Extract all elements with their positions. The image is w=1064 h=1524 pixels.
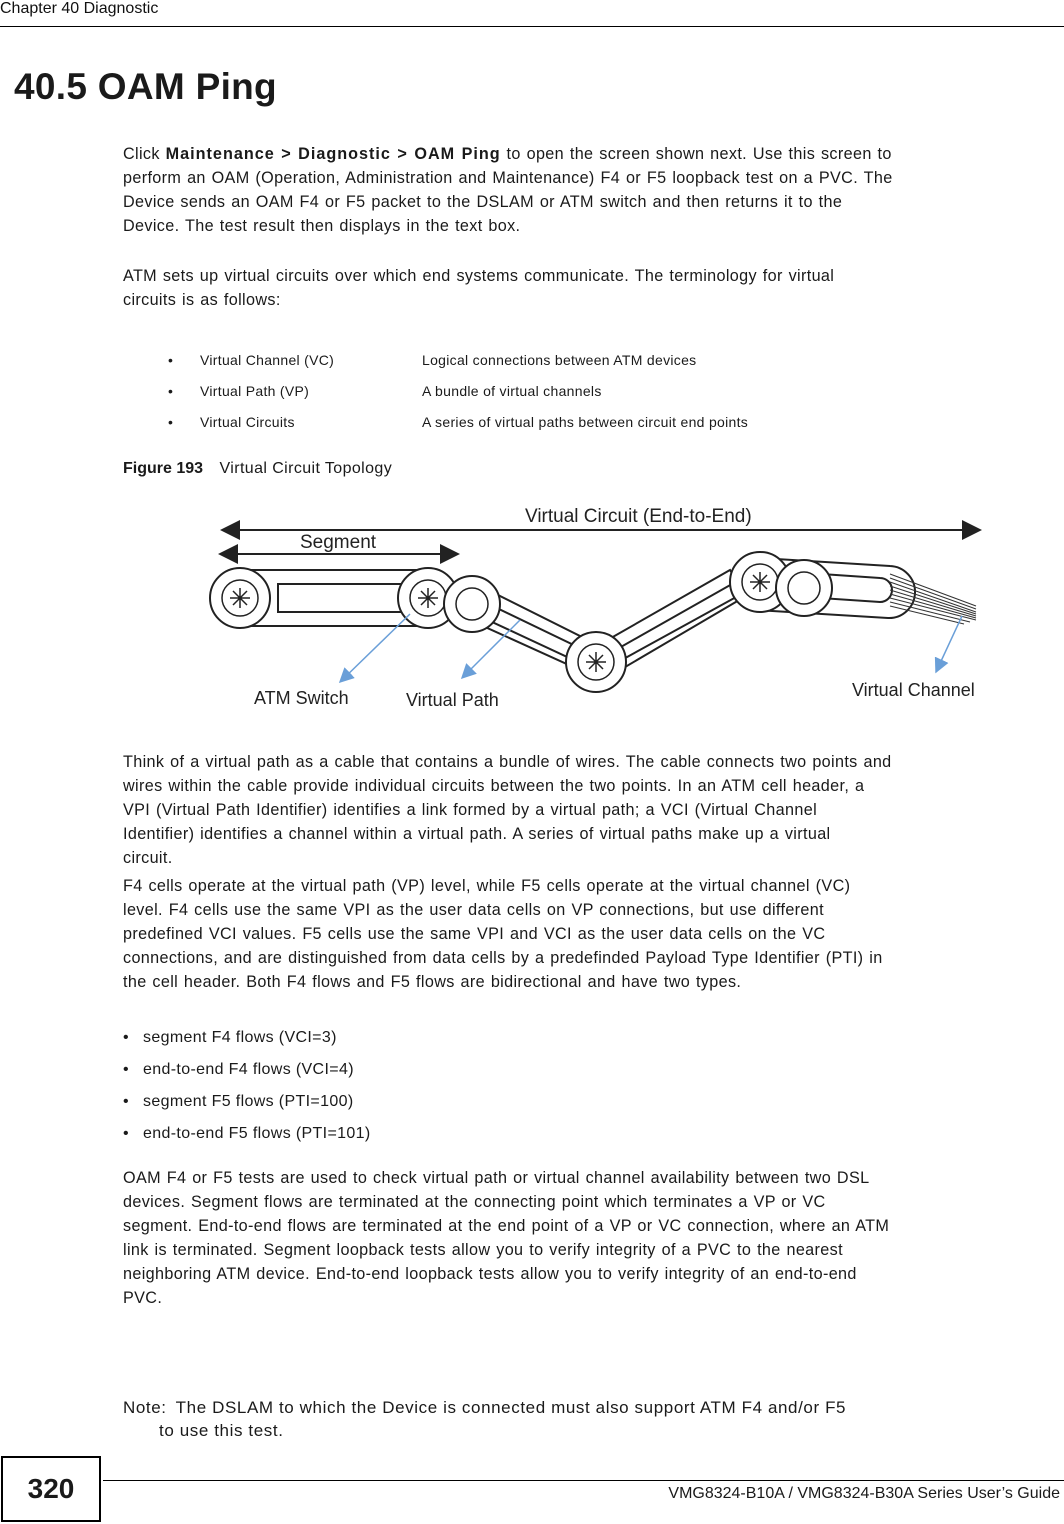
term-row — [168, 406, 748, 437]
virtual-path-paragraph — [123, 750, 1058, 870]
note-label: Note: — [123, 1398, 167, 1417]
paragraph-line: devices. Segment flows are terminated at the connecting point which terminates a VP or VC — [123, 1193, 826, 1211]
list-item — [123, 1054, 371, 1086]
list-item-text: segment F4 flows (VCI=3) — [143, 1029, 337, 1046]
term-description: A bundle of virtual channels — [422, 382, 602, 399]
intro-prefix: Click — [123, 145, 166, 163]
paragraph-line: predefined VCI values. F5 cells use the same VPI and VCI as the user data cells on the VC — [123, 925, 826, 943]
list-item — [123, 1086, 371, 1118]
atm-switch-3 — [444, 576, 500, 632]
virtual-circuit-topology-diagram — [200, 492, 1000, 720]
bullet: • — [123, 1093, 129, 1110]
atm-switch-4 — [566, 632, 626, 692]
paragraph-line: circuit. — [123, 849, 173, 867]
intro-line: Device. The test result then displays in the text box. — [123, 217, 521, 235]
atm-line: circuits is as follows: — [123, 291, 281, 309]
paragraph-line: PVC. — [123, 1289, 163, 1307]
note-text-continued: to use this test. — [159, 1421, 284, 1440]
intro-line: perform an OAM (Operation, Administration and Maintenance) F4 or F5 loopback test on a PVC. The — [123, 169, 893, 187]
page-number: 320 — [1, 1456, 101, 1522]
atm-line: ATM sets up virtual circuits over which end systems communicate. The terminology for virtual — [123, 267, 835, 285]
paragraph-line: F4 cells operate at the virtual path (VP) level, while F5 cells operate at the virtual channel (VC) — [123, 877, 851, 895]
atm-paragraph — [123, 264, 1058, 312]
paragraph-line: VPI (Virtual Path Identifier) identifies a link formed by a virtual path; a VCI (Virtual Channel — [123, 801, 818, 819]
figure-title: Virtual Circuit Topology — [219, 460, 393, 477]
term-description: Logical connections between ATM devices — [422, 351, 697, 368]
term-name: Virtual Path (VP) — [200, 382, 310, 399]
list-item-text: segment F5 flows (PTI=100) — [143, 1093, 354, 1110]
virtual-channel-label: Virtual Channel — [852, 680, 975, 700]
term-description: A series of virtual paths between circuit end points — [422, 413, 749, 430]
virtual-path-label: Virtual Path — [406, 690, 499, 710]
bullet: • — [168, 413, 173, 430]
footer-rule — [103, 1480, 1064, 1481]
list-item — [123, 1022, 371, 1054]
note-text: The DSLAM to which the Device is connected must also support ATM F4 and/or F5 — [175, 1398, 847, 1417]
bullet: • — [123, 1061, 129, 1078]
header-rule — [0, 26, 1064, 27]
list-item — [123, 1118, 371, 1150]
menu-path: Maintenance > Diagnostic > OAM Ping — [165, 145, 501, 163]
guide-title: VMG8324-B10A / VMG8324-B30A Series User’s Guide — [668, 1485, 1060, 1502]
paragraph-line: OAM F4 or F5 tests are used to check virtual path or virtual channel availability between two DSL — [123, 1169, 870, 1187]
intro-paragraph — [123, 142, 1058, 238]
term-name: Virtual Channel (VC) — [200, 351, 335, 368]
paragraph-line: neighboring ATM device. End-to-end loopback tests allow you to verify integrity of an end-to-end — [123, 1265, 857, 1283]
section-title: 40.5 OAM Ping — [14, 66, 277, 107]
paragraph-line: connections, and are distinguished from data cells by a predefinded Payload Type Identifier (PTI) in — [123, 949, 883, 967]
intro-rest: to open the screen shown next. Use this screen to — [500, 145, 892, 163]
atm-switch-6 — [776, 560, 832, 616]
terminology-table — [168, 344, 748, 437]
note — [123, 1396, 1058, 1442]
list-item-text: end-to-end F5 flows (PTI=101) — [143, 1125, 371, 1142]
term-row — [168, 344, 748, 375]
figure-caption — [123, 460, 392, 478]
paragraph-line: Think of a virtual path as a cable that contains a bundle of wires. The cable connects two points and — [123, 753, 892, 771]
intro-line: Device sends an OAM F4 or F5 packet to the DSLAM or ATM switch and then returns it to the — [123, 193, 843, 211]
term-name: Virtual Circuits — [200, 413, 295, 430]
f4-f5-paragraph — [123, 874, 1058, 994]
paragraph-line: Identifier) identifies a channel within a virtual path. A series of virtual paths make up a virtual — [123, 825, 831, 843]
virtual-channel-pointer — [936, 616, 962, 672]
bullet: • — [168, 382, 173, 399]
bullet: • — [123, 1125, 129, 1142]
atm-switch-label: ATM Switch — [254, 688, 349, 708]
figure-number: Figure 193 — [123, 460, 204, 477]
flow-types-list — [123, 1022, 371, 1150]
atm-switch-1 — [210, 568, 270, 628]
list-item-text: end-to-end F4 flows (VCI=4) — [143, 1061, 354, 1078]
virtual-circuit-label: Virtual Circuit (End-to-End) — [525, 506, 752, 527]
paragraph-line: link is terminated. Segment loopback tests allow you to verify integrity of a PVC to the nearest — [123, 1241, 843, 1259]
chapter-header: Chapter 40 Diagnostic — [0, 0, 159, 17]
segment-label: Segment — [300, 532, 377, 553]
paragraph-line: wires within the cable provide individual circuits between the two points. In an ATM cell header, a — [123, 777, 865, 795]
paragraph-line: segment. End-to-end flows are terminated at the end point of a VP or VC connection, where an ATM — [123, 1217, 890, 1235]
paragraph-line: the cell header. Both F4 flows and F5 flows are bidirectional and have two types. — [123, 973, 742, 991]
bullet: • — [123, 1029, 129, 1046]
paragraph-line: level. F4 cells use the same VPI as the user data cells on VP connections, but use different — [123, 901, 824, 919]
bullet: • — [168, 351, 173, 368]
term-row — [168, 375, 748, 406]
oam-tests-paragraph — [123, 1166, 1058, 1310]
